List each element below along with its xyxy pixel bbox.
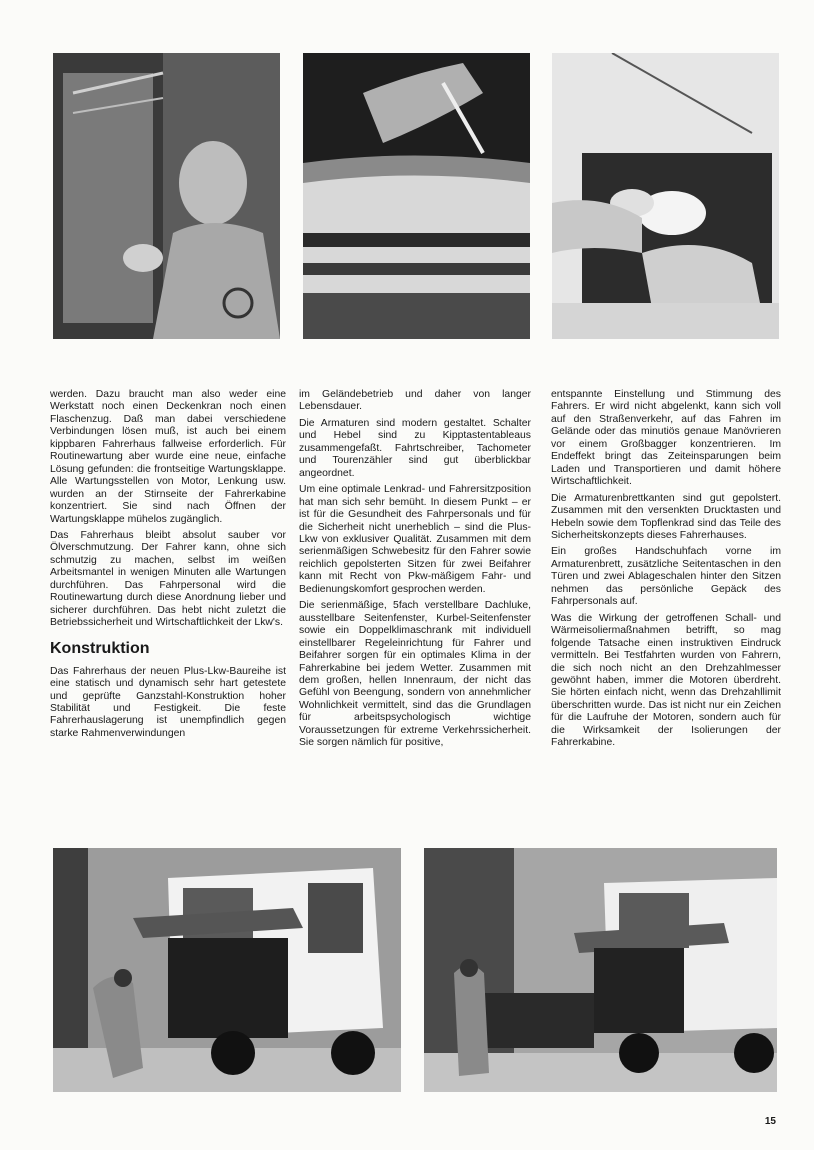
paragraph: im Geländebetrieb und daher von langer Lebensdauer. <box>299 389 531 413</box>
text-column-2 <box>299 389 531 754</box>
photo-mechanic-maintenance-panel <box>53 53 280 339</box>
section-heading: Konstruktion <box>50 639 150 657</box>
paragraph: Die Armaturenbrettkanten sind gut gepolstert. Zusammen mit den versenkten Drucktasten und Hebeln sowie dem Topflenkrad sind das Teile des Sicherheitskonzepts dieses Fahrerhauses. <box>551 492 781 541</box>
photo-hands-cleaning <box>552 53 779 339</box>
paragraph: Die Armaturen sind modern gestaltet. Schalter und Hebel sind zu Kipptastentableaus zusammengefaßt. Fahrtschreiber, Tachometer und Tourenzähler sind gut überblickbar angeordnet. <box>299 417 531 479</box>
photo-dipstick-check <box>303 53 530 339</box>
paragraph: Das Fahrerhaus bleibt absolut sauber vor Ölverschmutzung. Der Fahrer kann, ohne sich schmutzig zu machen, selbst im weißen Arbeitsmantel in wenigen Minuten alle Wartungen durchführen. Das Fahrpersonal wird die Routinewartung durch diese Anordnung lieber und sicherer durchführen. Das hebt nicht zuletzt die Betriebssicherheit und Wirtschaftlichkeit der Lkw's. <box>50 529 286 629</box>
paragraph: werden. Dazu braucht man also weder eine Werkstatt noch einen Deckenkran noch einen Flaschenzug. Daß man dabei verschiedene Verbindungen lösen muß, ist auch bei einem kippbaren Fahrerhaus fallweise erforderlich. Für Routinewartung aber wurde eine neue, einfache Lösung gefunden: die frontseitige Wartungsklappe. Alle Wartungsstellen von Motor, Lenkung usw. wurden an der Stirnseite der Fahrerkabine konzentriert. Sie sind nach Öffnen der Wartungsklappe mühelos zugänglich. <box>50 389 286 525</box>
paragraph: entspannte Einstellung und Stimmung des Fahrers. Er wird nicht abgelenkt, kann sich voll auf den Straßenverkehr, auf das Fahren im Gelände oder das minutiös genaue Manövrieren vor einem Großbagger konzentrieren. Im Endeffekt bringt das Zeiteinsparungen beim Laden und Transportieren und damit höhere Wirtschaftlichkeit. <box>551 389 781 488</box>
paragraph: Die serienmäßige, 5fach verstellbare Dachluke, ausstellbare Seitenfenster, Kurbel-Seitenfenster sowie ein Doppelklimaschrank mit individuell einstellbarer Regeleinrichtung für Fahrer und Beifahrer sorgen für ein optimales Klima in der Fahrerkabine bei jedem Wetter. Zusammen mit dem großen, hellen Innenraum, der nicht das Gefühl von Beengung, sondern von annehmlicher Wohnlichkeit vermittelt, sind das die Grundlagen für arbeitspsychologisch wichtige Voraussetzungen für extreme Verkehrssicherheit. Sie sorgen nämlich für positive, <box>299 600 531 749</box>
paragraph: Das Fahrerhaus der neuen Plus-Lkw-Baureihe ist eine statisch und dynamisch sehr hart getestete und geprüfte Ganzstahl-Konstruktion hoher Stabilität und Festigkeit. Die feste Fahrerhauslagerung ist unempfindlich gegen starke Rahmenverwindungen <box>50 665 286 739</box>
photo-truck-front-open-mechanic <box>53 848 401 1092</box>
text-column-1 <box>50 389 286 744</box>
text-column-3 <box>551 389 781 754</box>
paragraph: Was die Wirkung der getroffenen Schall- und Wärmeisoliermaßnahmen betrifft, so mag folgende Tatsache einen instruktiven Eindruck vermitteln. Bei Testfahrten wurden von Fahrern, die sich noch nicht an den Drehzahlmesser gewöhnt haben, immer die Motoren überdreht. Sie hörten einfach nicht, wenn das Drehzahllimit überschritten wurde. Das ist nicht nur ein Zeichen für die Laufruhe der Motoren, sondern auch für die Wirksamkeit der Isolierungen der Fahrerkabine. <box>551 612 781 749</box>
photo-engine-removed-jack <box>424 848 777 1092</box>
paragraph: Um eine optimale Lenkrad- und Fahrersitzposition hat man sich sehr bemüht. In diesem Punkt – er ist für die Gesundheit des Fahrpersonals und für die Sicherheit nicht unerheblich – sind die Plus-Lkw von exklusiver Qualität. Zusammen mit dem serienmäßigen Schwebesitz für den Fahrer sowie reichlich gepolsterten Sitzen für zwei Beifahrer kann mit Recht von Pkw-mäßigem Fahr- und Bedienungskomfort gesprochen werden. <box>299 484 531 595</box>
paragraph: Ein großes Handschuhfach vorne im Armaturenbrett, zusätzliche Seitentaschen in den Türen und zwei Ablageschalen hinter den Sitzen nehmen das persönliche Gepäck des Fahrpersonals auf. <box>551 546 781 608</box>
page-number: 15 <box>764 1116 776 1127</box>
